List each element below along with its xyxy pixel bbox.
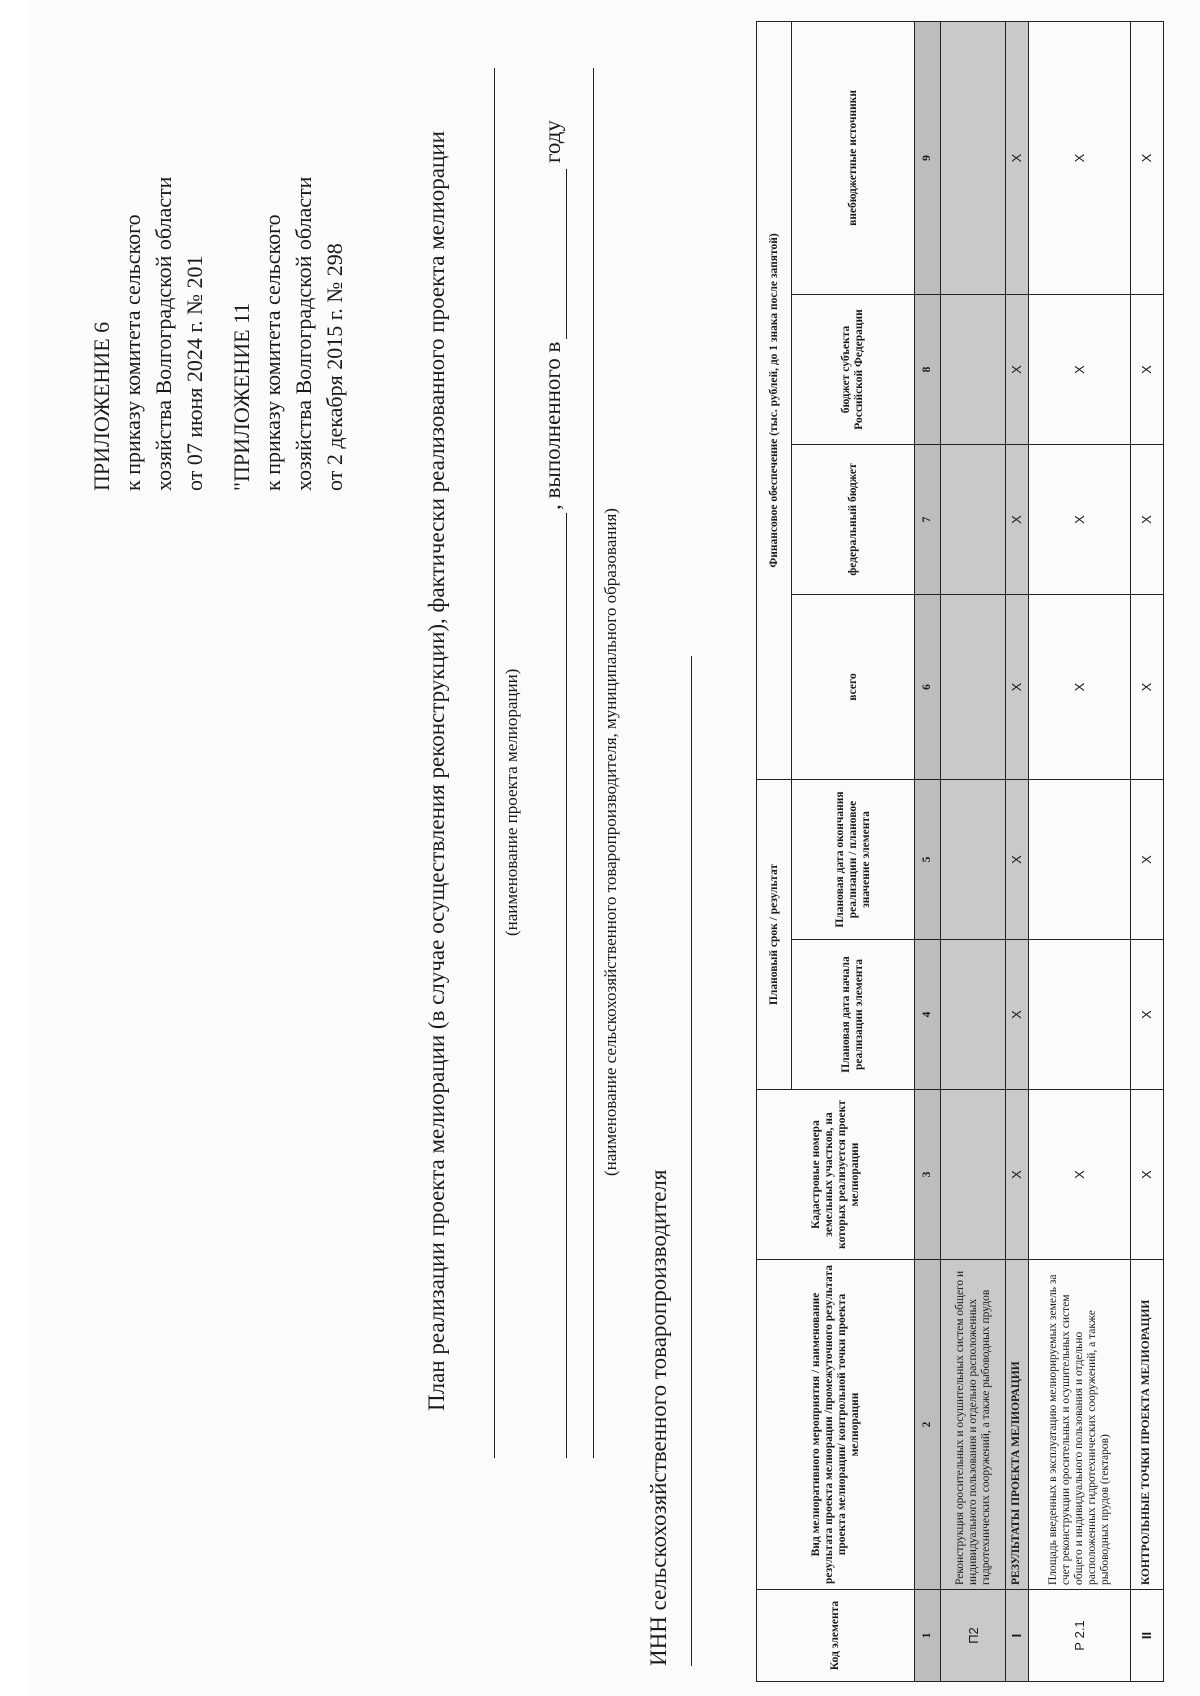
row-cell: X: [1130, 1090, 1163, 1260]
row-code: II: [1130, 1590, 1163, 1682]
adjacent-page-edge: [0, 0, 29, 1696]
col-number: 4: [915, 940, 941, 1090]
project-name-line: [494, 68, 495, 1458]
table-row: [941, 21, 1006, 1681]
row-text: РЕЗУЛЬТАТЫ ПРОЕКТА МЕЛИОРАЦИИ: [1005, 1260, 1028, 1590]
header-regional: бюджет субъекта Российской Федерации: [792, 294, 915, 444]
appendix-new-line2: хозяйства Волгоградской области: [151, 176, 176, 491]
row-code: Р 2.1: [1028, 1590, 1130, 1682]
row-cell: [941, 444, 1006, 594]
melioration-plan-table: [756, 21, 1164, 1682]
row-cell: X: [1005, 779, 1028, 939]
table-row: [1130, 21, 1163, 1681]
row-text: КОНТРОЛЬНЫЕ ТОЧКИ ПРОЕКТА МЕЛИОРАЦИИ: [1130, 1260, 1163, 1590]
header-federal: федеральный бюджет: [792, 444, 915, 594]
column-number-row: [915, 21, 941, 1681]
appendix-new-line1: к приказу комитета сельского: [120, 214, 145, 491]
appendix-old-line2: хозяйства Волгоградской области: [291, 176, 316, 491]
row-cell: [1028, 940, 1130, 1090]
appendix-old-title: "ПРИЛОЖЕНИЕ 11: [229, 302, 254, 491]
header-finance-group: Финансовое обеспечение (тыс. рублей, до 1 знака после запятой): [757, 21, 792, 779]
header-start-date: Плановая дата начала реализации элемента: [792, 940, 915, 1090]
project-name-caption: (наименование проекта мелиорации): [502, 668, 521, 936]
header-extra: внебюджетные источники: [792, 21, 915, 294]
row-cell: X: [1005, 594, 1028, 779]
row-cell: X: [1028, 444, 1130, 594]
col-number: 9: [915, 21, 941, 294]
inn-label: ИНН сельскохозяйственного товаропроизводителя: [646, 1169, 671, 1666]
row-cell: X: [1028, 1090, 1130, 1260]
row-cell: X: [1028, 21, 1130, 294]
row-code: П2: [941, 1590, 1006, 1682]
appendix-old-line1: к приказу комитета сельского: [260, 214, 285, 491]
row-cell: [941, 294, 1006, 444]
row-cell: X: [1130, 779, 1163, 939]
row-cell: X: [1028, 294, 1130, 444]
row-cell: X: [1130, 940, 1163, 1090]
row-cell: X: [1130, 294, 1163, 444]
row-cell: [941, 1090, 1006, 1260]
row-text: Площадь введенных в эксплуатацию мелиорируемых земель за счет реконструкции оросительных и осушительных систем общего и индивидуального пользования и отдельно расположенных гидротехнических сооружений, а также рыбоводных прудов (гектаров): [1028, 1260, 1130, 1590]
table-row: [1005, 21, 1028, 1681]
header-row-1: [757, 21, 792, 1681]
col-number: 3: [915, 1090, 941, 1260]
row-cell: X: [1028, 594, 1130, 779]
appendix-new-line3: от 07 июня 2024 г. № 201: [182, 255, 207, 491]
col-number: 8: [915, 294, 941, 444]
executed-in-text: , выполненного в: [540, 341, 565, 510]
fill-line-main: [566, 513, 567, 1458]
document-page: [28, 0, 1200, 1696]
col-number: 7: [915, 444, 941, 594]
header-end-date: Плановая дата окончания реализации / плановое значение элемента: [792, 779, 915, 939]
year-word: году: [540, 120, 565, 163]
row-cell: X: [1005, 444, 1028, 594]
plan-title: План реализации проекта мелиорации (в случае осуществления реконструкции), фактически реализованного проекта мелиорации: [424, 131, 449, 1411]
row-cell: X: [1130, 444, 1163, 594]
appendix-old-block: [226, 177, 350, 491]
header-code: Код элемента: [757, 1590, 915, 1682]
row-cell: X: [1005, 940, 1028, 1090]
row-cell: X: [1005, 21, 1028, 294]
row-cell: [941, 940, 1006, 1090]
producer-line: [593, 68, 594, 1458]
inn-fill-line: [691, 656, 692, 1666]
producer-caption: (наименование сельскохозяйственного товаропроизводителя, муниципального образования): [601, 508, 620, 1176]
row-cell: X: [1130, 21, 1163, 294]
appendix-new-title: ПРИЛОЖЕНИЕ 6: [89, 321, 114, 491]
header-total: всего: [792, 594, 915, 779]
row-cell: X: [1005, 1090, 1028, 1260]
row-code: I: [1005, 1590, 1028, 1682]
row-cell: X: [1130, 594, 1163, 779]
appendix-new-block: [86, 177, 210, 491]
year-fill-line: [566, 169, 567, 339]
row-cell: [941, 779, 1006, 939]
row-text: Реконструкция оросительных и осушительных систем общего и индивидуального пользования и отдельно расположенных гидротехнических сооружений, а также рыбоводных прудов: [941, 1260, 1006, 1590]
appendix-old-line3: от 2 декабря 2015 г. № 298: [322, 243, 347, 491]
header-cadastral: Кадастровые номера земельных участков, на которых реализуется проект мелиорации: [757, 1090, 915, 1260]
row-cell: X: [1005, 294, 1028, 444]
row-cell: [941, 21, 1006, 294]
row-cell: [941, 594, 1006, 779]
col-number: 1: [915, 1590, 941, 1682]
col-number: 5: [915, 779, 941, 939]
rotated-landscape-content: [28, 0, 1200, 1696]
col-number: 2: [915, 1260, 941, 1590]
header-planned-group: Плановый срок / результат: [757, 779, 792, 1089]
col-number: 6: [915, 594, 941, 779]
header-type: Вид мелиоративного мероприятия / наименование результата проекта мелиорации /промежуточного результата проекта мелиорации/ контрольной точки проекта мелиорации: [757, 1260, 915, 1590]
table-row: [1028, 21, 1130, 1681]
row-cell: [1028, 779, 1130, 939]
